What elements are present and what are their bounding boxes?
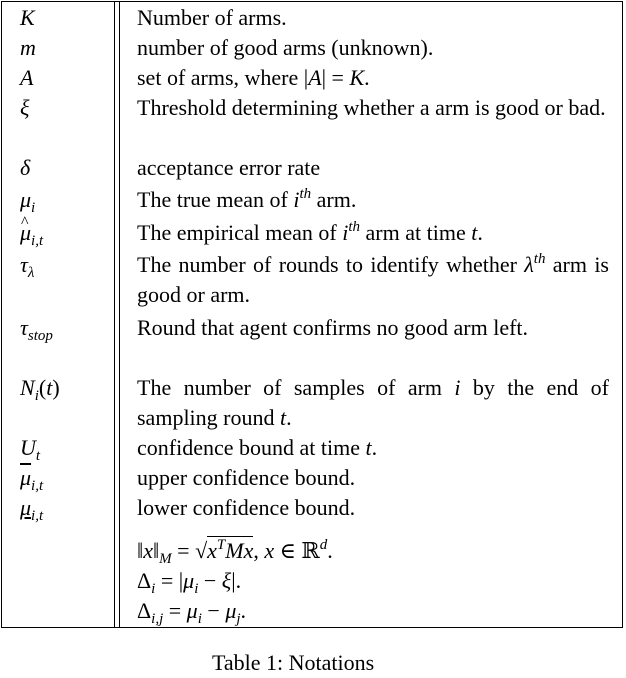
symbol-mu-upper: $\overline{\mu}_{i,t}$ [20, 465, 44, 494]
table-caption: Table 1: Notations [212, 650, 375, 675]
definition-norm: $‖x‖_M = √x^TMx$, x ∈ ℝ$^d$. [137, 537, 333, 567]
description-tau-lambda: The number of rounds to identify whether $\lambda^{th}$ arm is good or arm. [137, 251, 609, 307]
symbol-delta: δ [20, 155, 31, 180]
definition-delta-i: $\Delta_i = |\mu_i - \xi|$. [137, 568, 242, 597]
symbol-U-t: $U_t$ [20, 435, 41, 464]
symbol-K: K [20, 5, 35, 30]
description-U-t: confidence bound at time t. [137, 435, 378, 460]
description-mu-i: The true mean of $i^{th}$ arm. [137, 186, 357, 212]
symbol-tau-stop: $\tau_{stop}$ [20, 315, 53, 344]
description-mu-lower: lower confidence bound. [137, 495, 356, 520]
symbol-A: A [20, 65, 34, 90]
column-divider-left [114, 2, 115, 627]
description-A: set of arms, where |A| = K. [137, 65, 370, 90]
description-mu-upper: upper confidence bound. [137, 465, 356, 490]
column-divider-right [119, 2, 120, 627]
symbol-m: m [20, 35, 36, 60]
description-N-i-t: The number of samples of arm i by the end of sampling round t. [137, 375, 610, 430]
description-K: Number of arms. [137, 5, 287, 30]
symbol-N-i-t: $N_i(t)$ [20, 375, 60, 404]
symbol-mu-i: $\mu_i$ [20, 187, 36, 216]
symbol-mu-hat: ^ $\mu_{i,t}$ [20, 218, 43, 248]
symbol-xi: ξ [20, 95, 30, 120]
notation-table [1, 1, 623, 628]
description-xi: Threshold determining whether a arm is good or bad. [137, 95, 606, 120]
description-delta: acceptance error rate [137, 155, 321, 180]
description-mu-hat: The empirical mean of $i^{th}$ arm at time t. [137, 219, 483, 245]
description-m: number of good arms (unknown). [137, 35, 434, 60]
definition-delta-i-j: $\Delta_{i,j} = \mu_i - \mu_j$. [137, 598, 247, 627]
symbol-mu-lower: $\mu_{i,t}$ [20, 495, 44, 524]
description-tau-stop: Round that agent confirms no good arm left. [137, 315, 529, 340]
symbol-tau-lambda: $\tau_\lambda$ [20, 252, 35, 281]
